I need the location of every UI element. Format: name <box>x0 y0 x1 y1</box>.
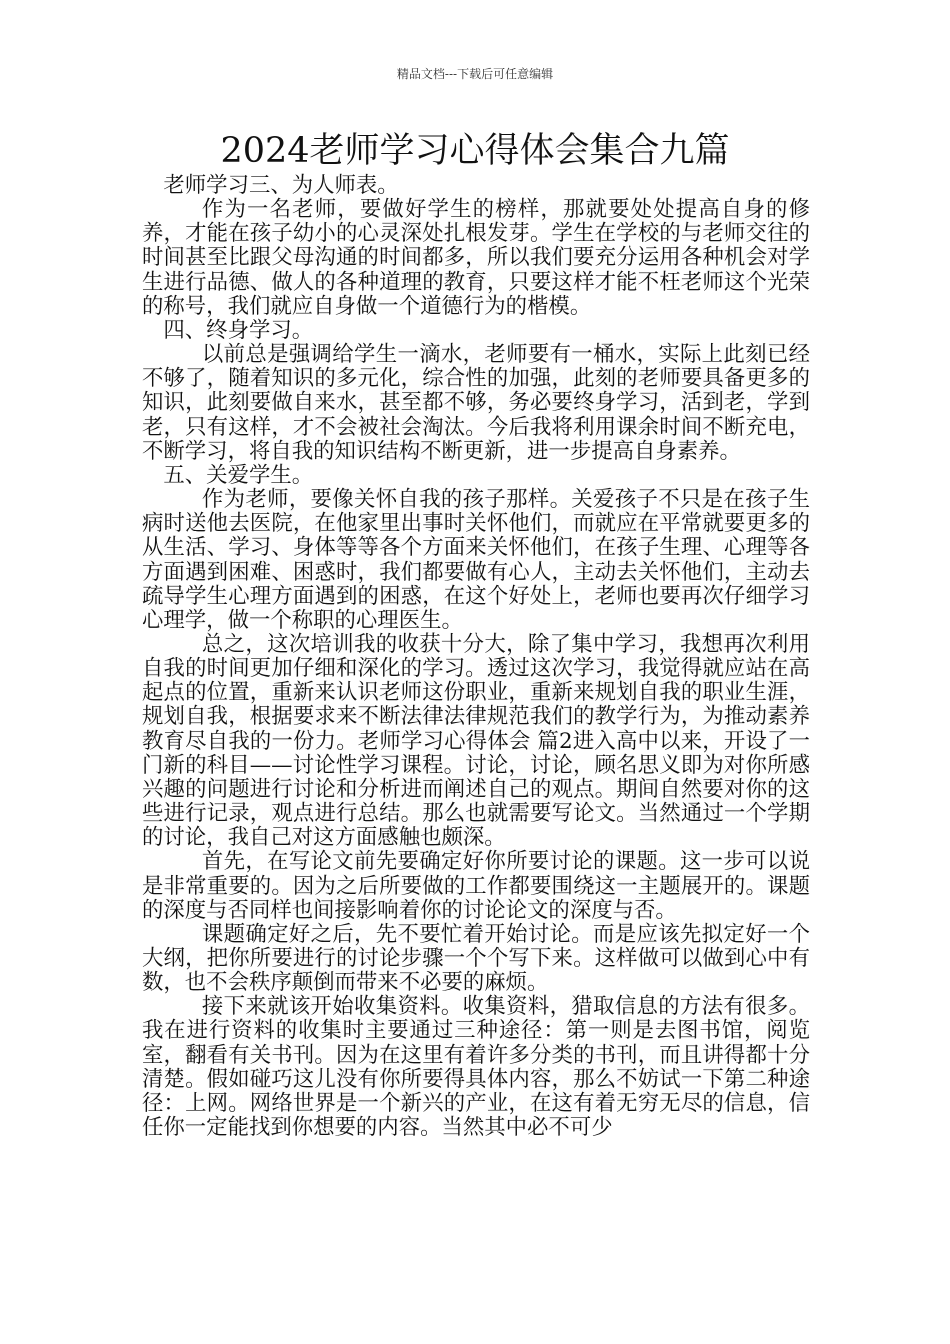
body-paragraph: 作为一名老师，要做好学生的榜样，那就要处处提高自身的修养，才能在孩子幼小的心灵深处扎根发芽。学生在学校的与老师交往的时间甚至比跟父母沟通的时间都多，所以我们要充分运用各种机会对学生进行品德、做人的各种道理的教育，只要这样才能不枉老师这个光荣的称号，我们就应自身做一个道德行为的楷模。 <box>142 197 810 319</box>
body-paragraph: 作为老师，要像关怀自我的孩子那样。关爱孩子不只是在孩子生病时送他去医院，在他家里出事时关怀他们，而就应在平常就要更多的从生活、学习、身体等等各个方面来关怀他们，在孩子生理、心理等各方面遇到困难、困惑时，我们都要做有心人，主动去关怀他们，主动去疏导学生心理方面遇到的困惑，在这个好处上，老师也要再次仔细学习心理学，做一个称职的心理医生。 <box>142 487 810 633</box>
body-paragraph: 总之，这次培训我的收获十分大，除了集中学习，我想再次利用自我的时间更加仔细和深化的学习。透过这次学习，我觉得就应站在高起点的位置，重新来认识老师这份职业，重新来规划自我的职业生涯，规划自我，根据要求来不断法律法律规范我们的教学行为，为推动素养教育尽自我的一份力。老师学习心得体会 篇2进入高中以来，开设了一门新的科目——讨论性学习课程。讨论，讨论，顾名思义即为对你所感兴趣的问题进行讨论和分析进而阐述自己的观点。期间自然要对你的这些进行记录，观点进行总结。那么也就需要写论文。当然通过一个学期的讨论，我自己对这方面感触也颇深。 <box>142 631 810 851</box>
body-paragraph: 课题确定好之后，先不要忙着开始讨论。而是应该先拟定好一个大纲，把你所要进行的讨论步骤一个个写下来。这样做可以做到心中有数，也不会秩序颠倒而带来不必要的麻烦。 <box>142 921 810 996</box>
section-heading: 五、关爱学生。 <box>163 462 314 488</box>
body-paragraph: 以前总是强调给学生一滴水，老师要有一桶水，实际上此刻已经不够了，随着知识的多元化，综合性的加强，此刻的老师要具备更多的知识，此刻要做自来水，甚至都不够，务必要终身学习，活到老，学到老，只有这样，才不会被社会淘汰。今后我将利用课余时间不断充电，不断学习，将自我的知识结构不断更新，进一步提高自身素养。 <box>142 342 810 464</box>
body-paragraph: 接下来就该开始收集资料。收集资料，猎取信息的方法有很多。我在进行资料的收集时主要通过三种途径：第一则是去图书馆，阅览室，翻看有关书刊。因为在这里有着许多分类的书刊，而且讲得都十分清楚。假如碰巧这儿没有你所要得具体内容，那么不妨试一下第二种途径：上网。网络世界是一个新兴的产业，在这有着无穷无尽的信息，信任你一定能找到你想要的内容。当然其中必不可少 <box>142 994 810 1141</box>
section-heading: 老师学习三、为人师表。 <box>163 173 399 198</box>
document-title: 2024老师学习心得体会集合九篇 <box>220 131 730 171</box>
document-body <box>142 174 810 1140</box>
section-heading: 四、终身学习。 <box>163 317 314 343</box>
header-note: 精品文档---下载后可任意编辑 <box>396 67 554 81</box>
body-paragraph: 首先，在写论文前先要确定好你所要讨论的课题。这一步可以说是非常重要的。因为之后所要做的工作都要围绕这一主题展开的。课题的深度与否同样也间接影响着你的讨论论文的深度与否。 <box>142 849 810 923</box>
